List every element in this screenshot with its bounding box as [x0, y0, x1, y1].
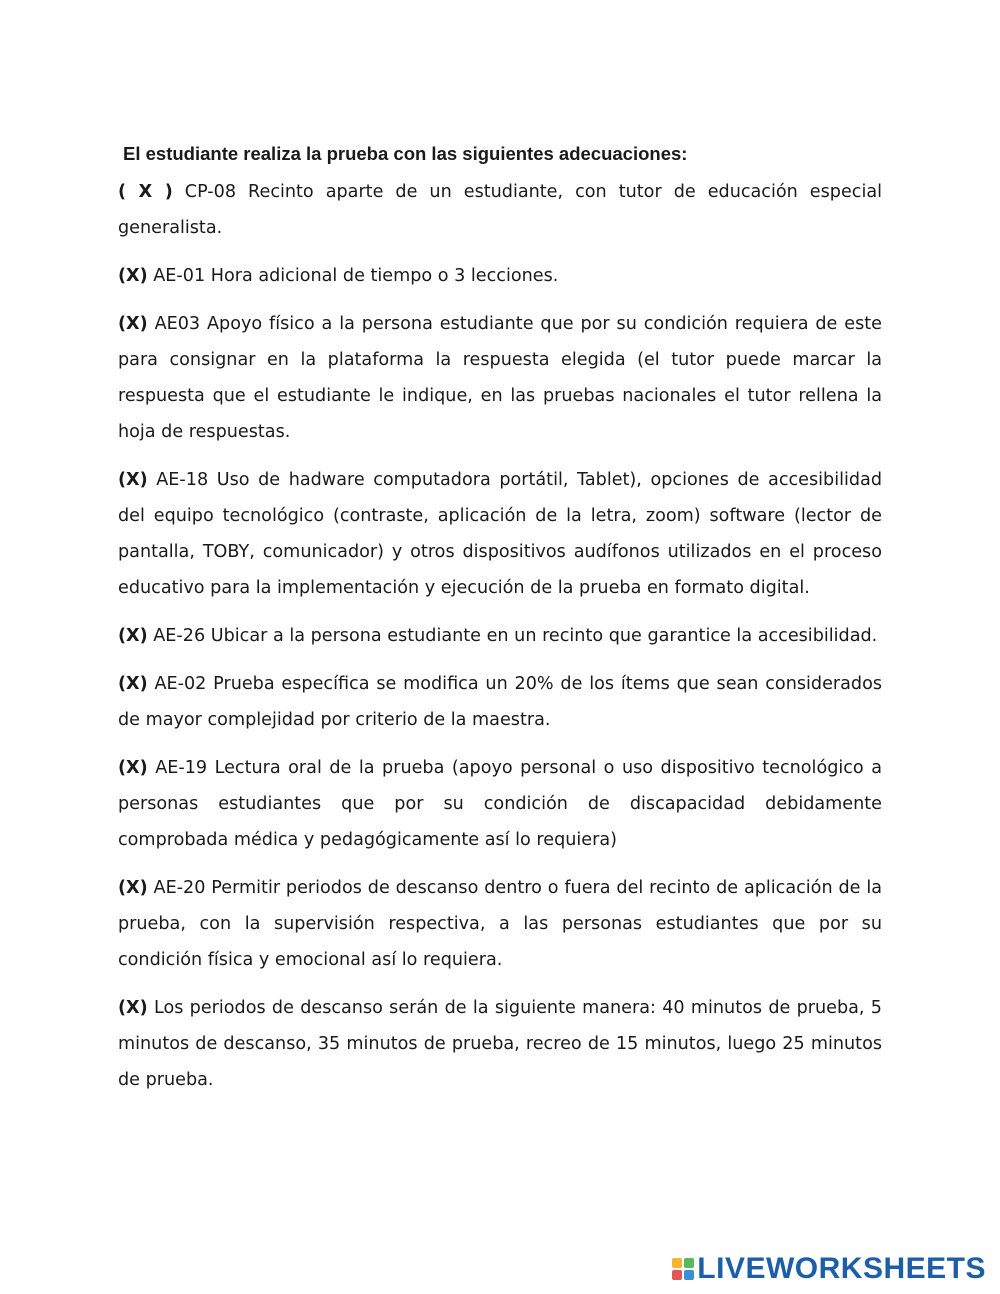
logo-text: LIVEWORKSHEETS [697, 1252, 986, 1285]
checkbox-mark: (X) [118, 626, 148, 646]
accommodation-item [118, 306, 882, 450]
checkbox-mark: (X) [118, 758, 148, 778]
checkbox-mark: (X) [118, 314, 148, 334]
accommodation-item [118, 618, 882, 654]
accommodation-item [118, 666, 882, 738]
document [118, 140, 882, 1110]
checkbox-mark: (X) [118, 470, 148, 490]
accommodation-item [118, 258, 882, 294]
liveworksheets-logo-icon [672, 1258, 694, 1280]
logo-square [672, 1258, 682, 1268]
accommodation-text: Los periodos de descanso serán de la siguiente manera: 40 minutos de prueba, 5 minutos de descanso, 35 minutos de prueba, recreo de 15 minutos, luego 25 minutos de prueba. [118, 998, 882, 1090]
accommodation-text: AE-26 Ubicar a la persona estudiante en un recinto que garantice la accesibilidad. [153, 626, 878, 646]
logo-square [684, 1270, 694, 1280]
accommodation-item [118, 750, 882, 858]
accommodation-item [118, 990, 882, 1098]
checkbox-mark: (X) [118, 266, 148, 286]
accommodation-item [118, 462, 882, 606]
liveworksheets-logo[interactable] [672, 1252, 986, 1286]
checkbox-mark: ( X ) [118, 182, 173, 202]
accommodation-text: CP-08 Recinto aparte de un estudiante, con tutor de educación especial generalista. [118, 182, 883, 238]
checkbox-mark: (X) [118, 878, 148, 898]
accommodation-item [118, 870, 882, 978]
accommodation-text: AE-20 Permitir periodos de descanso dentro o fuera del recinto de aplicación de la prueba, con la supervisión respectiva, a las personas estudiantes que por su condición física y emocional así lo requiera. [118, 878, 882, 970]
logo-square [684, 1258, 694, 1268]
checkbox-mark: (X) [118, 674, 148, 694]
checkbox-mark: (X) [118, 998, 148, 1018]
document-heading: El estudiante realiza la prueba con las siguientes adecuaciones: [123, 143, 688, 164]
accommodation-text: AE-19 Lectura oral de la prueba (apoyo personal o uso dispositivo tecnológico a personas estudiantes que por su condición de discapacidad debidamente comprobada médica y pedagógicamente así lo requiera) [118, 758, 882, 850]
accommodation-text: AE-01 Hora adicional de tiempo o 3 lecciones. [153, 266, 559, 286]
accommodation-text: AE-02 Prueba específica se modifica un 20% de los ítems que sean considerados de mayor complejidad por criterio de la maestra. [118, 674, 883, 730]
logo-square [672, 1270, 682, 1280]
accommodation-item [118, 174, 882, 246]
accommodation-text: AE-18 Uso de hadware computadora portátil, Tablet), opciones de accesibilidad del equipo tecnológico (contraste, aplicación de la letra, zoom) software (lector de pantalla, TOBY, comunicador) y otros dispositivos audífonos utilizados en el proceso educativo para la implementación y ejecución de la prueba en formato digital. [118, 470, 882, 598]
accommodation-text: AE03 Apoyo físico a la persona estudiante que por su condición requiera de este para consignar en la plataforma la respuesta elegida (el tutor puede marcar la respuesta que el estudiante le indique, en las pruebas nacionales el tutor rellena la hoja de respuestas. [118, 314, 882, 442]
